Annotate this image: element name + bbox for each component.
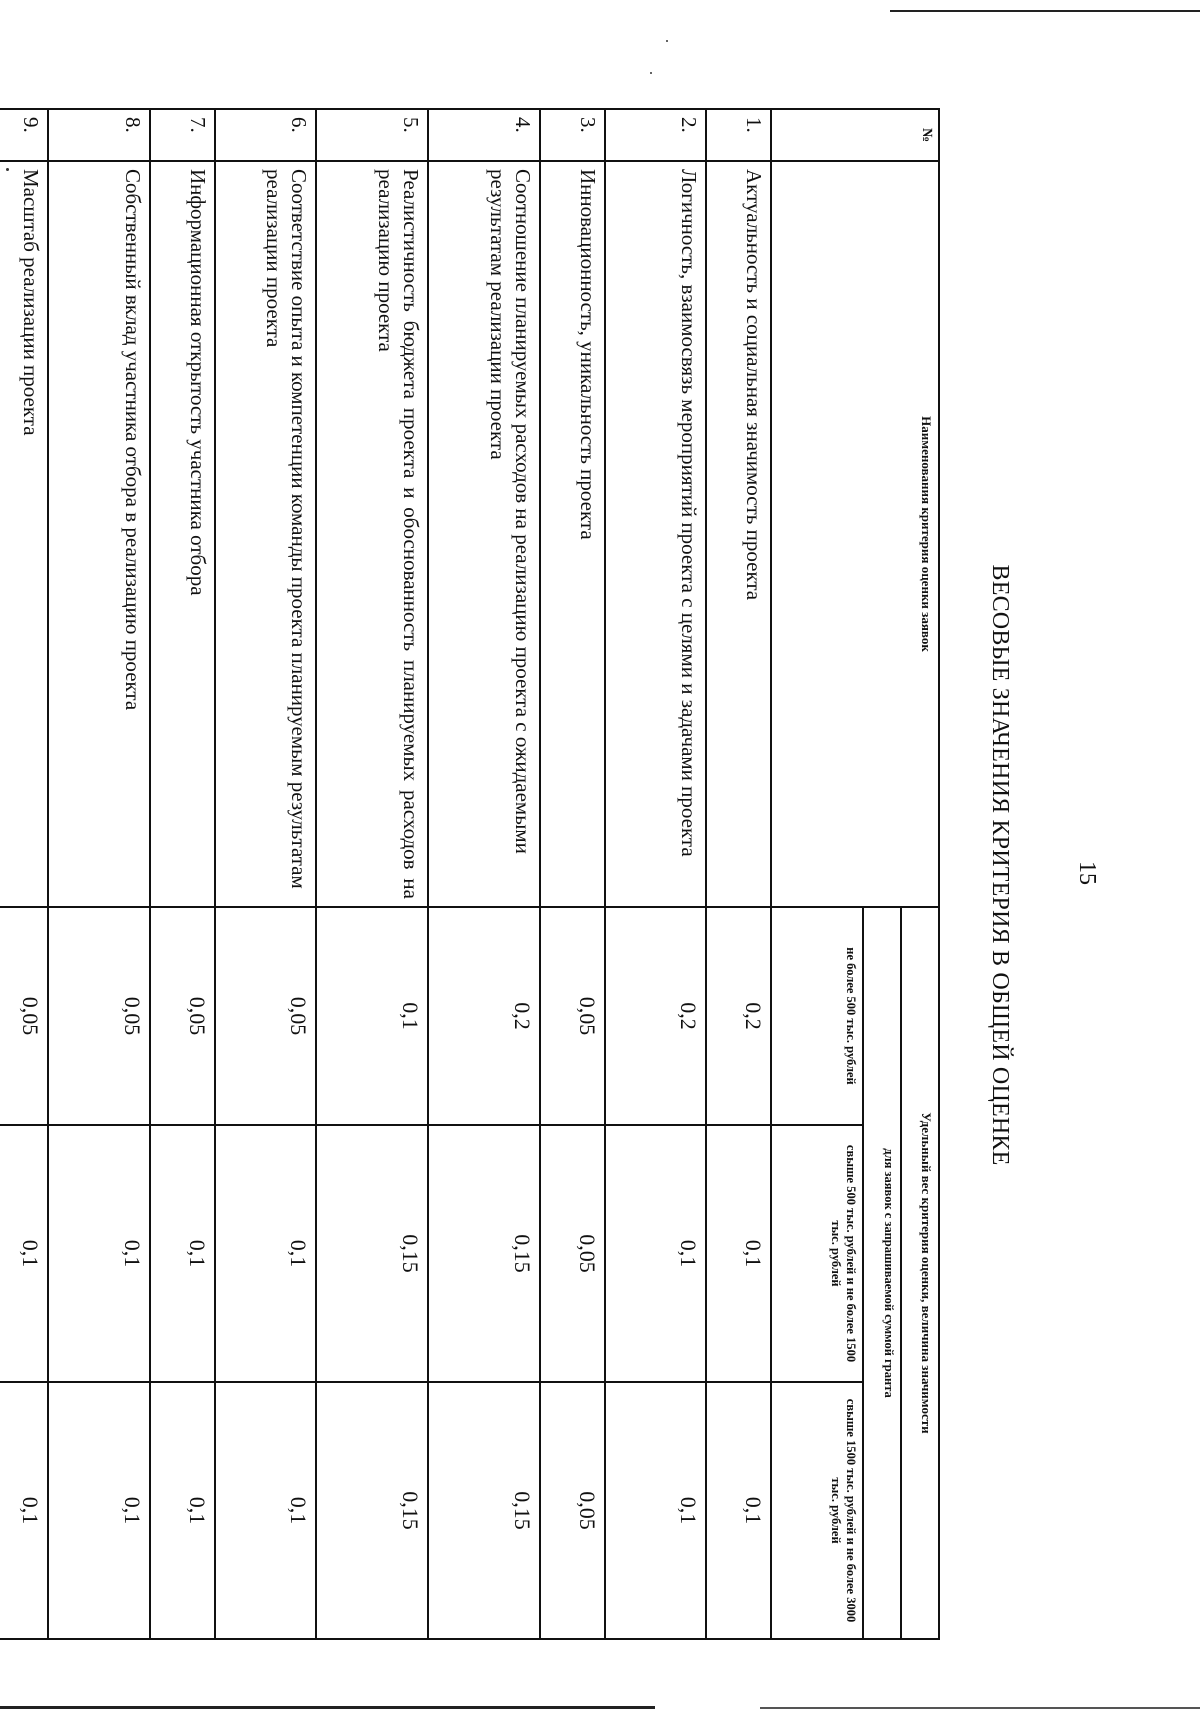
row-criteria-name: Информационная открытость участника отбора xyxy=(150,161,215,907)
row-value-1500-3000: 0,1 xyxy=(48,1382,149,1639)
table-row xyxy=(215,109,316,1639)
row-value-up-to-500: 0,05 xyxy=(540,907,605,1125)
page-title: ВЕСОВЫЕ ЗНАЧЕНИЯ КРИТЕРИЯ В ОБЩЕЙ ОЦЕНКЕ xyxy=(987,564,1013,1166)
row-value-500-1500: 0,05 xyxy=(540,1125,605,1382)
row-value-500-1500: 0,1 xyxy=(0,1125,48,1382)
row-value-up-to-500: 0,2 xyxy=(706,907,771,1125)
row-value-up-to-500: 0,2 xyxy=(605,907,706,1125)
row-value-1500-3000: 0,1 xyxy=(605,1382,706,1639)
header-col-500-1500: свыше 500 тыс. рублей и не более 1500 тыс. рублей xyxy=(771,1125,863,1382)
header-number: № xyxy=(771,109,939,161)
row-number: 2. xyxy=(605,109,706,161)
header-criteria-name: Наименования критерия оценки заявок xyxy=(771,161,939,907)
row-number: 7. xyxy=(150,109,215,161)
row-number: 9. xyxy=(0,109,48,161)
row-number: 6. xyxy=(215,109,316,161)
row-value-1500-3000: 0,15 xyxy=(428,1382,540,1639)
row-value-up-to-500: 0,05 xyxy=(0,907,48,1125)
header-weight-sub: для заявок с запрашиваемой суммой гранта xyxy=(863,907,901,1639)
row-value-1500-3000: 0,1 xyxy=(0,1382,48,1639)
row-value-500-1500: 0,1 xyxy=(706,1125,771,1382)
criteria-table xyxy=(0,108,940,1640)
row-value-500-1500: 0,1 xyxy=(605,1125,706,1382)
row-criteria-name: Реалистичность бюджета проекта и обоснованность планируемых расходов на реализацию проекта xyxy=(316,161,428,907)
table-row xyxy=(428,109,540,1639)
row-value-up-to-500: 0,05 xyxy=(215,907,316,1125)
row-value-up-to-500: 0,1 xyxy=(316,907,428,1125)
row-value-up-to-500: 0,05 xyxy=(48,907,149,1125)
row-criteria-name: Логичность, взаимосвязь мероприятий проекта с целями и задачами проекта xyxy=(605,161,706,907)
row-criteria-name: Инновационность, уникальность проекта xyxy=(540,161,605,907)
row-value-500-1500: 0,1 xyxy=(215,1125,316,1382)
header-col-up-to-500: не более 500 тыс. рублей xyxy=(771,907,863,1125)
table-row xyxy=(605,109,706,1639)
row-value-500-1500: 0,15 xyxy=(428,1125,540,1382)
row-value-1500-3000: 0,1 xyxy=(706,1382,771,1639)
row-value-1500-3000: 0,1 xyxy=(150,1382,215,1639)
row-value-up-to-500: 0,2 xyxy=(428,907,540,1125)
row-value-1500-3000: 0,05 xyxy=(540,1382,605,1639)
row-criteria-name: Масштаб реализации проекта xyxy=(0,161,48,907)
row-number: 1. xyxy=(706,109,771,161)
row-value-500-1500: 0,1 xyxy=(150,1125,215,1382)
row-criteria-name: Собственный вклад участника отбора в реализацию проекта xyxy=(48,161,149,907)
table-row xyxy=(316,109,428,1639)
header-weight: Удельный вес критерия оценки, величина значимости xyxy=(901,907,939,1639)
row-number: 4. xyxy=(428,109,540,161)
row-criteria-name: Актуальность и социальная значимость проекта xyxy=(706,161,771,907)
row-number: 8. xyxy=(48,109,149,161)
row-value-up-to-500: 0,05 xyxy=(150,907,215,1125)
row-value-1500-3000: 0,15 xyxy=(316,1382,428,1639)
header-col-1500-3000: свыше 1500 тыс. рублей и не более 3000 тыс. рублей xyxy=(771,1382,863,1639)
row-criteria-name: Соотношение планируемых расходов на реализацию проекта с ожидаемыми результатам реализации проекта xyxy=(428,161,540,907)
row-number: 3. xyxy=(540,109,605,161)
row-value-500-1500: 0,1 xyxy=(48,1125,149,1382)
row-value-1500-3000: 0,1 xyxy=(215,1382,316,1639)
row-criteria-name: Соответствие опыта и компетенции команды проекта планируемым результатам реализации проекта xyxy=(215,161,316,907)
page-number: 15 xyxy=(1074,861,1100,885)
table-row xyxy=(540,109,605,1639)
table-row xyxy=(0,109,48,1639)
table-row xyxy=(706,109,771,1639)
table-row xyxy=(48,109,149,1639)
row-value-500-1500: 0,15 xyxy=(316,1125,428,1382)
table-row xyxy=(150,109,215,1639)
row-number: 5. xyxy=(316,109,428,161)
